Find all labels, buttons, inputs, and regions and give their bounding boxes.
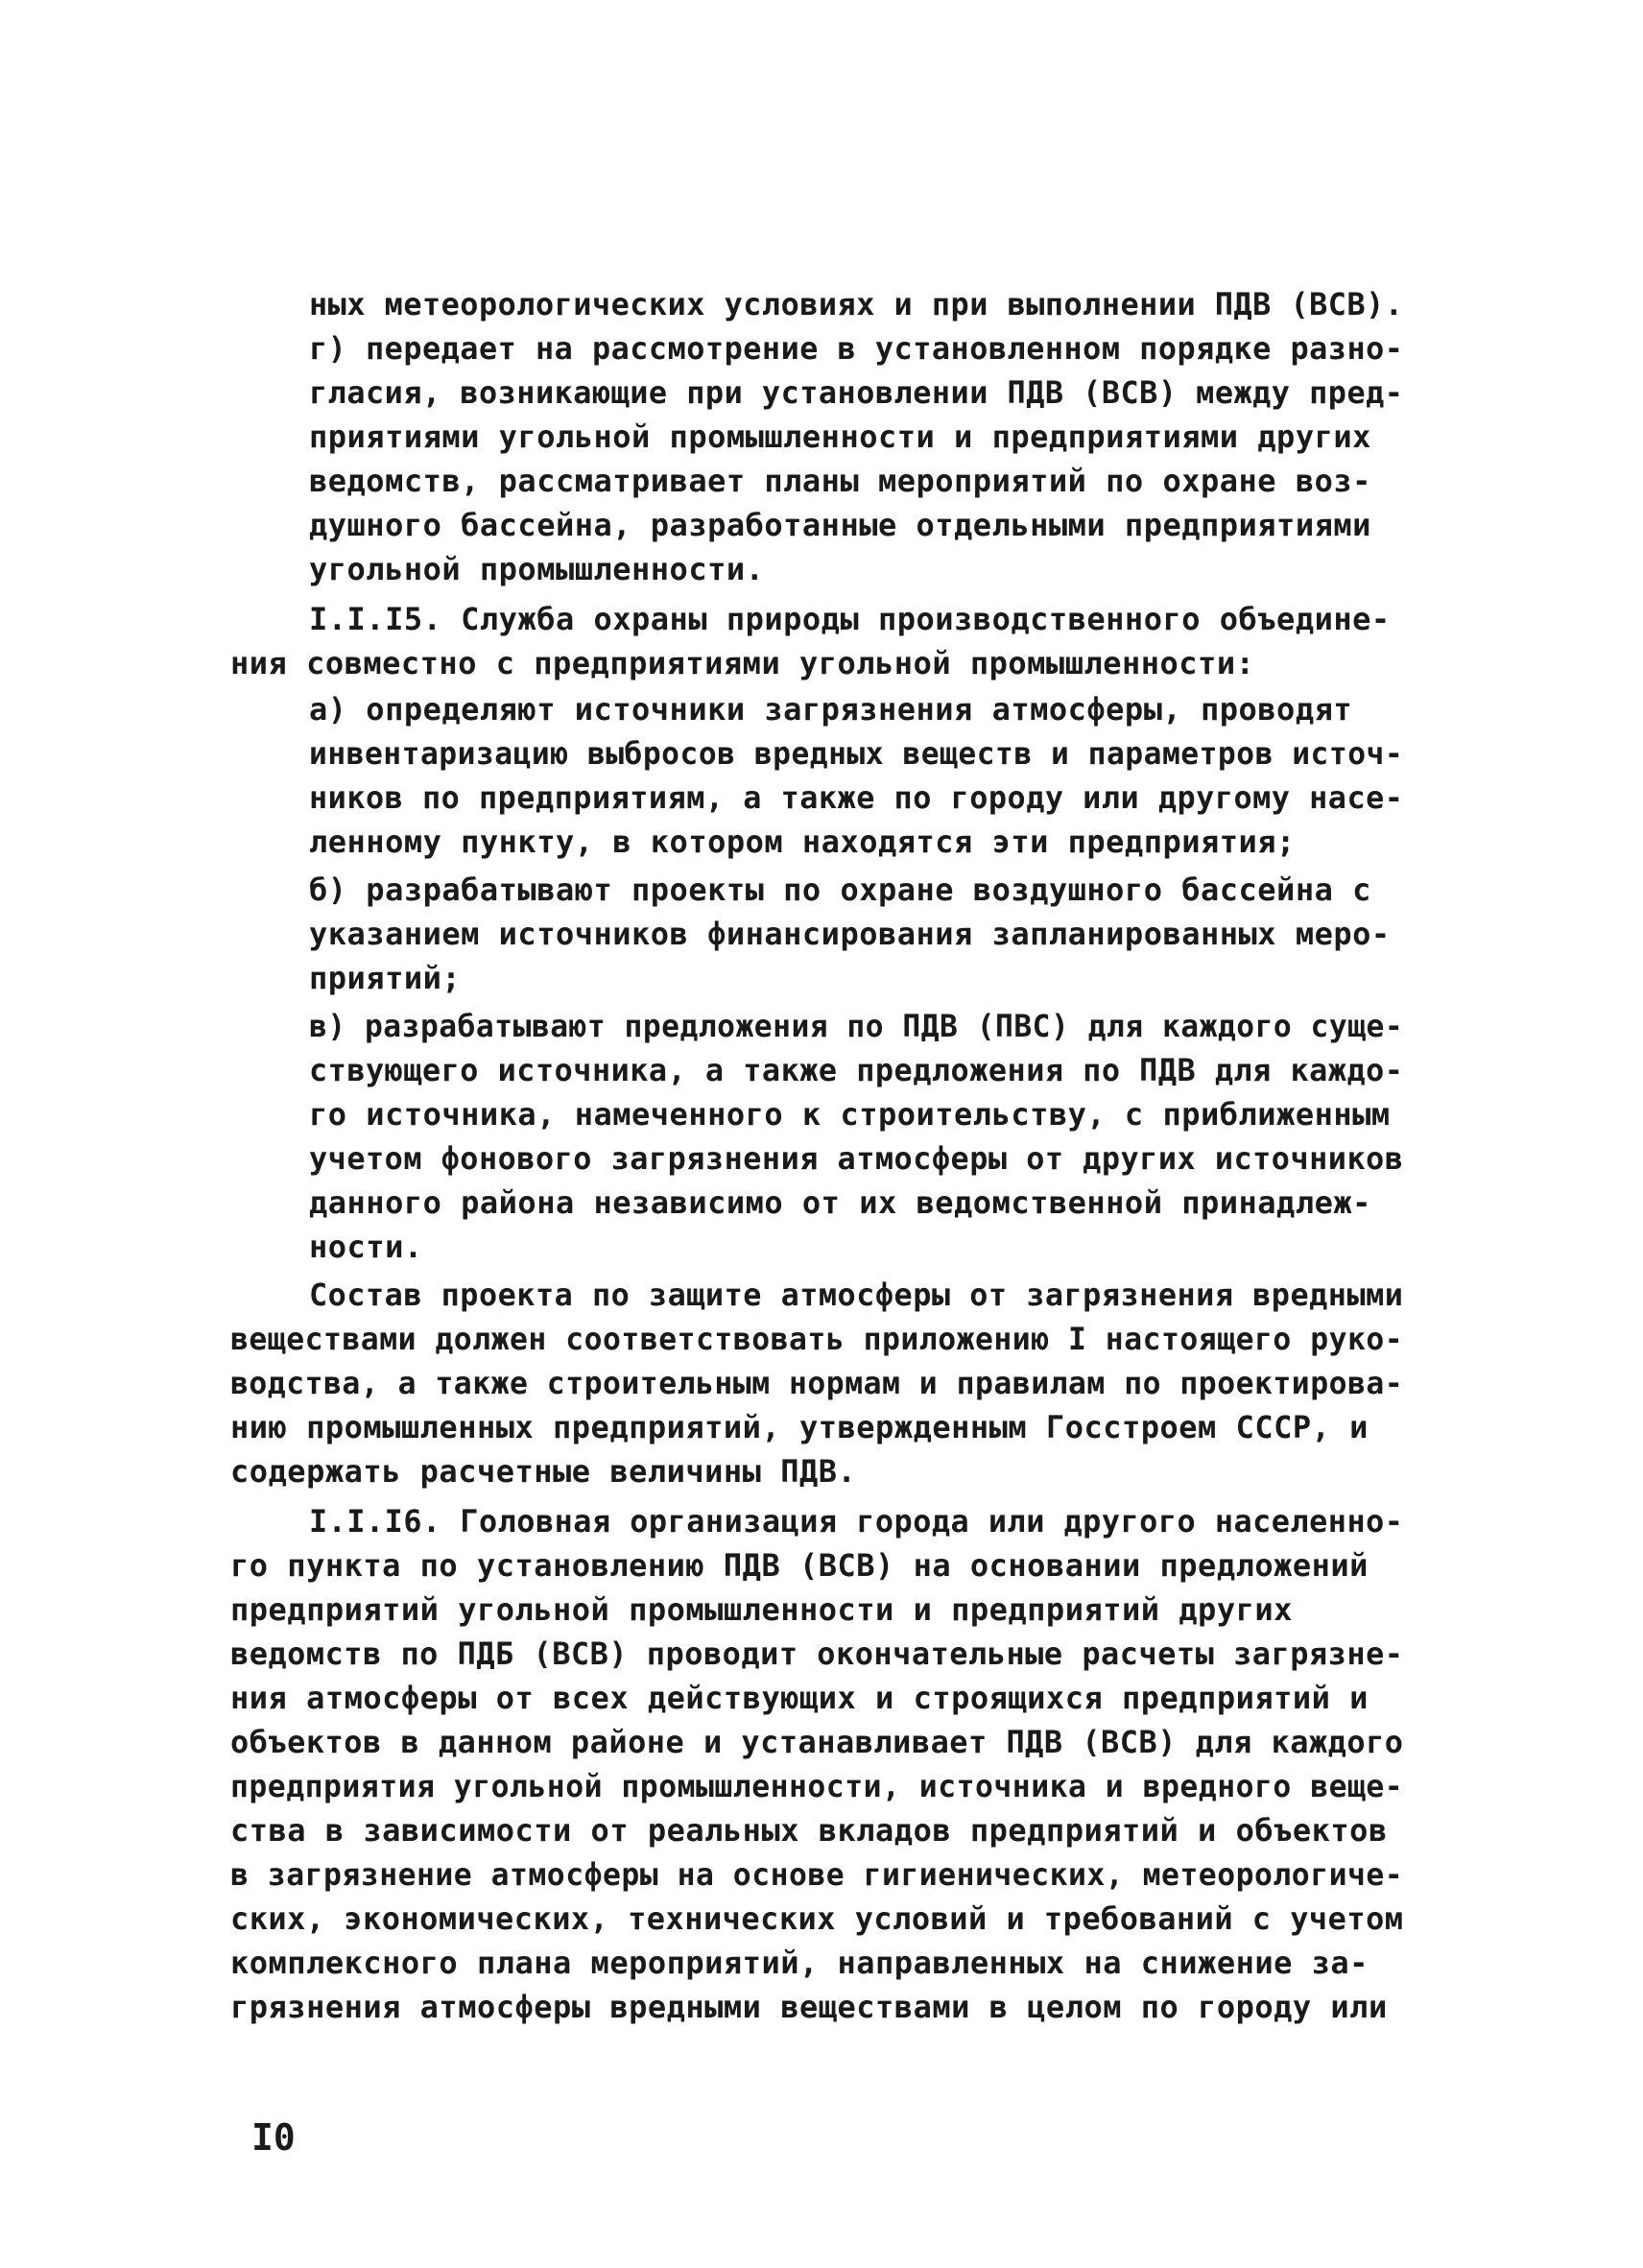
text-line: грязнения атмосферы вредными веществами в целом по городу или: [230, 1989, 1388, 2025]
text-line: инвентаризацию выбросов вредных веществ и параметров источ-: [309, 735, 1404, 772]
text-line: душного бассейна, разработанные отдельными предприятиями: [309, 507, 1371, 543]
text-line: го источника, намеченного к строительству, с приближенным: [309, 1096, 1391, 1133]
text-line: ствующего источника, а также предложения по ПДВ для каждо-: [309, 1052, 1404, 1088]
text-line: веществами должен соответствовать приложению I настоящего руко-: [230, 1321, 1404, 1357]
page-number: I0: [251, 2116, 296, 2159]
section-heading: I.I.I5. Служба охраны природы производственного объедине-: [309, 601, 1391, 637]
text-line: го пункта по установлению ПДВ (ВСВ) на основании предложений: [230, 1547, 1369, 1584]
text-line: предприятия угольной промышленности, источника и вредного веще-: [230, 1768, 1404, 1804]
paragraph-start: Состав проекта по защите атмосферы от загрязнения вредными: [309, 1277, 1404, 1313]
text-line: предприятий угольной промышленности и предприятий других: [230, 1591, 1293, 1628]
text-line: ведомств, рассматривает планы мероприятий по охране воз-: [309, 463, 1371, 499]
text-line: ния атмосферы от всех действующих и строящихся предприятий и: [230, 1680, 1369, 1716]
text-line: указанием источников финансирования запланированных меро-: [309, 916, 1391, 952]
text-line: приятий;: [309, 960, 462, 996]
list-item: б) разрабатывают проекты по охране воздушного бассейна с: [309, 871, 1371, 908]
text-line: комплексного плана мероприятий, направленных на снижение за-: [230, 1945, 1369, 1981]
text-line: содержать расчетные величины ПДВ.: [230, 1453, 857, 1490]
list-item: а) определяют источники загрязнения атмосферы, проводят: [309, 691, 1353, 728]
text-line: ства в зависимости от реальных вкладов предприятий и объектов: [230, 1812, 1388, 1849]
text-line: ских, экономических, технических условий и требований с учетом: [230, 1900, 1404, 1937]
text-line: в загрязнение атмосферы на основе гигиенических, метеорологиче-: [230, 1856, 1404, 1893]
text-line: объектов в данном районе и устанавливает ПДВ (ВСВ) для каждого: [230, 1724, 1404, 1760]
text-line: нию промышленных предприятий, утвержденным Госстроем СССР, и: [230, 1409, 1369, 1445]
text-line: водства, а также строительным нормам и правилам по проектирова-: [230, 1365, 1404, 1401]
text-line: данного района независимо от их ведомственной принадлеж-: [309, 1184, 1371, 1221]
text-line: приятиями угольной промышленности и предприятиями других: [309, 418, 1371, 455]
text-line: г) передает на рассмотрение в установленном порядке разно-: [309, 330, 1404, 367]
list-item: в) разрабатывают предложения по ПДВ (ПВС) для каждого суще-: [309, 1008, 1404, 1044]
section-heading: I.I.I6. Головная организация города или другого населенно-: [309, 1503, 1404, 1540]
text-line: учетом фонового загрязнения атмосферы от других источников: [309, 1140, 1404, 1177]
text-line: ных метеорологических условиях и при выполнении ПДВ (ВСВ).: [309, 286, 1404, 322]
text-line: угольной промышленности.: [309, 551, 765, 587]
text-line: ленному пункту, в котором находятся эти предприятия;: [309, 824, 1296, 860]
text-line: гласия, возникающие при установлении ПДВ (ВСВ) между пред-: [309, 374, 1404, 411]
text-line: ведомств по ПДБ (ВСВ) проводит окончательные расчеты загрязне-: [230, 1635, 1404, 1672]
text-line: ников по предприятиям, а также по городу или другому насе-: [309, 779, 1404, 816]
text-line: ности.: [309, 1229, 423, 1265]
text-line: ния совместно с предприятиями угольной промышленности:: [230, 645, 1255, 681]
